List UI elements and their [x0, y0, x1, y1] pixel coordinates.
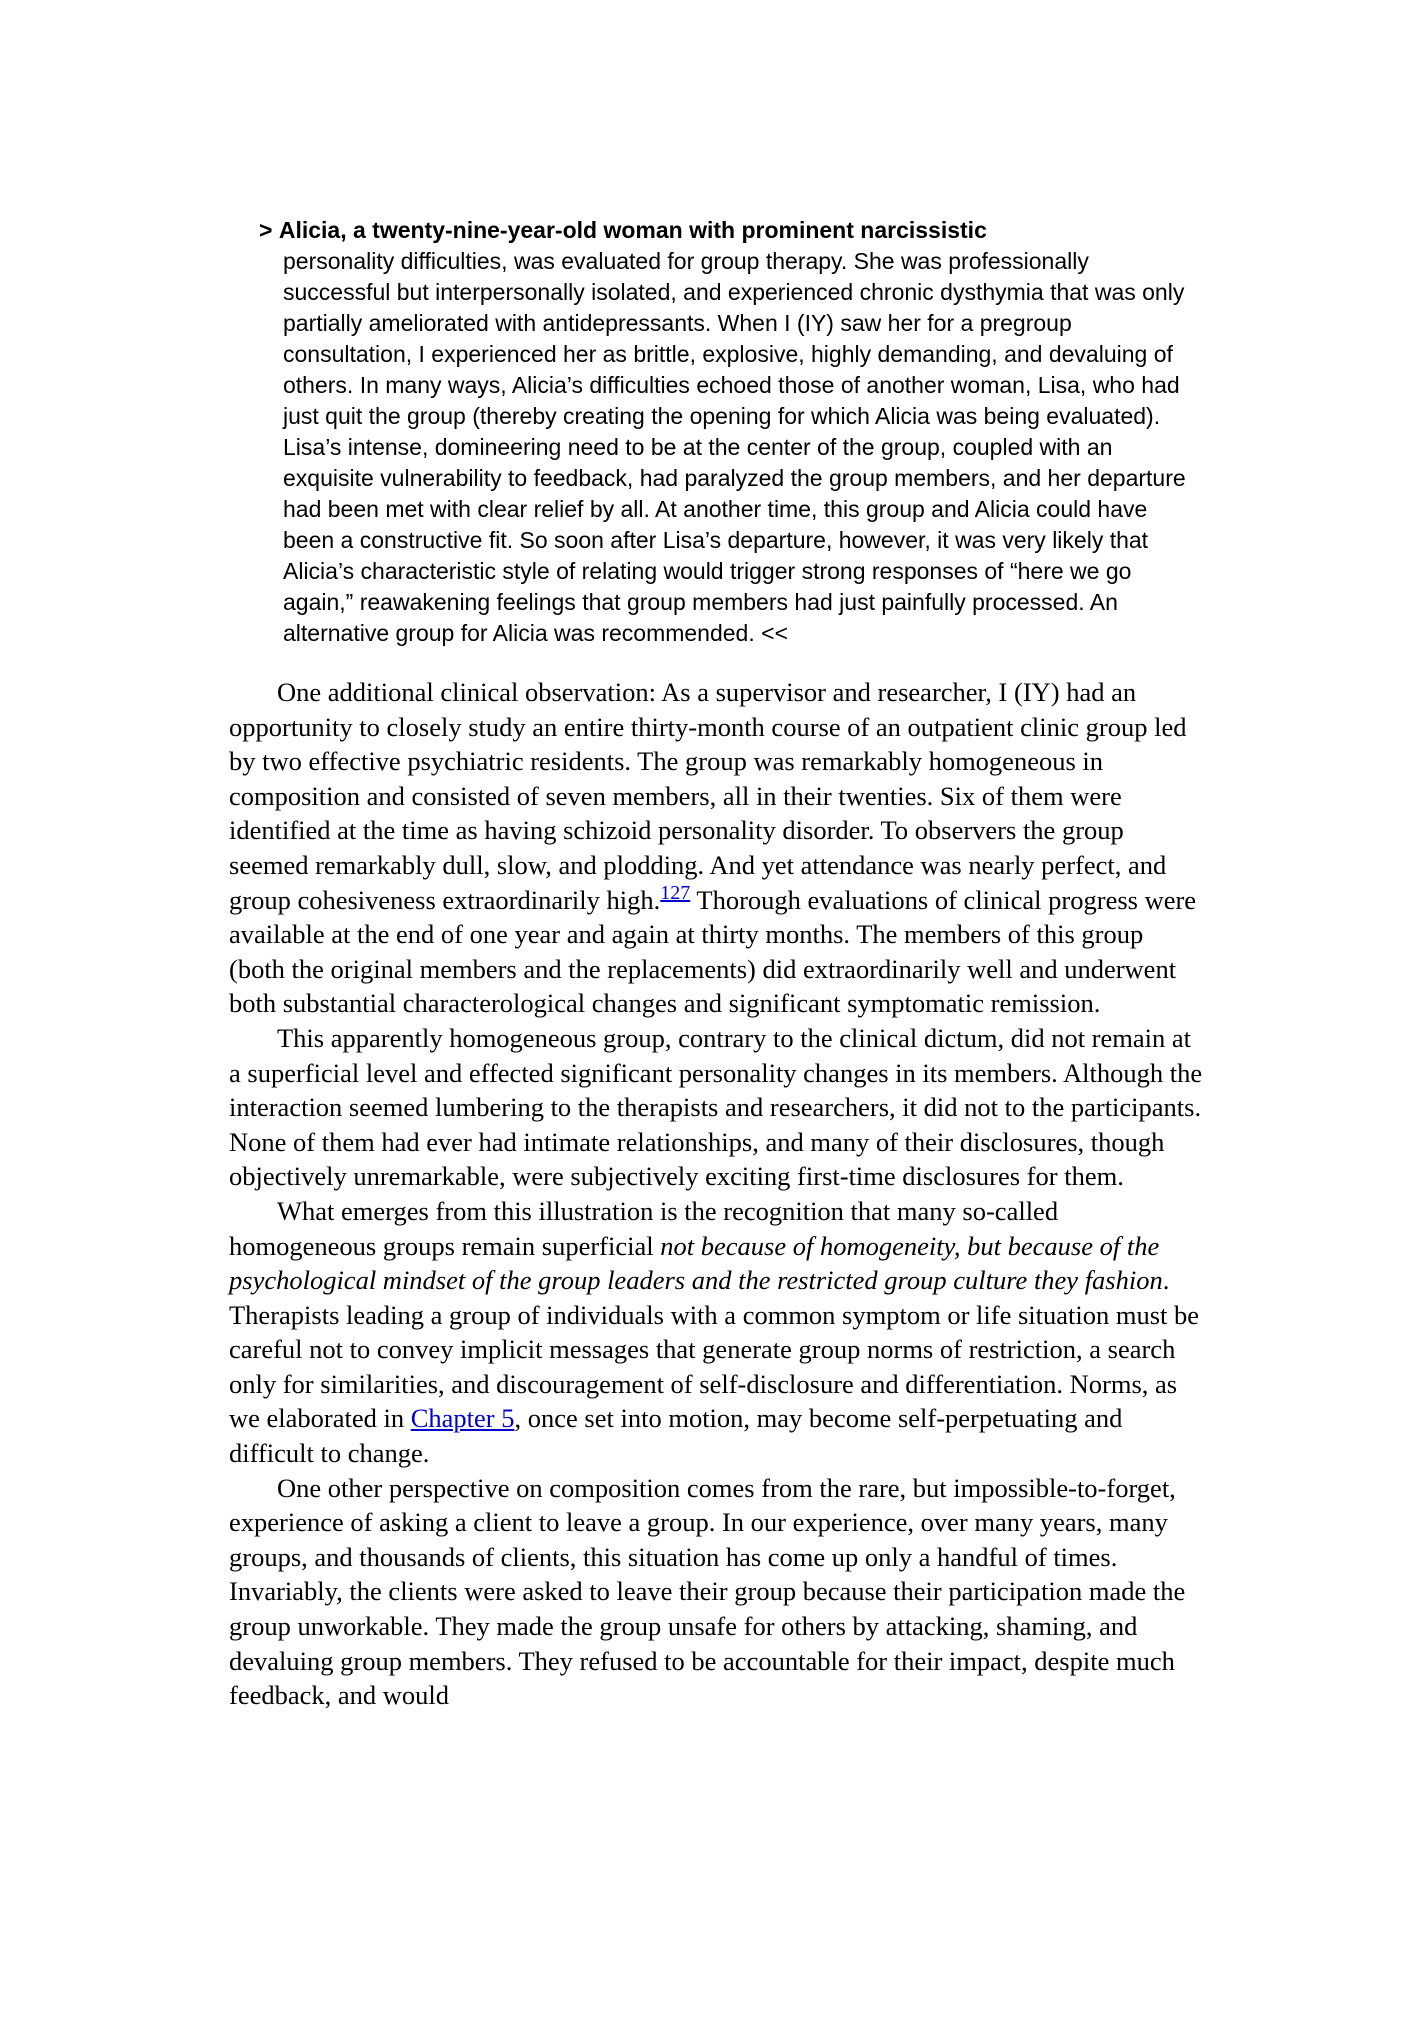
- case-lead-bold: Alicia, a twenty-nine-year-old woman with prominent narcissistic: [278, 217, 987, 243]
- case-vignette: [259, 215, 1188, 649]
- paragraph-3-italic: not because of homogeneity, but because of the psychological mindset of the group leaders and the restricted group culture they fashion: [229, 1230, 1163, 1296]
- body-text: [229, 675, 1204, 1713]
- chapter-link[interactable]: Chapter 5: [410, 1403, 515, 1434]
- paragraph-3-text-b: . Therapists leading a group of individuals with a common symptom or life situation must be careful not to convey implicit messages that generate group norms of restriction, a search only for similarities, and discouragement of self-disclosure and differentiation. Norms, as we elaborated in: [229, 1265, 1200, 1434]
- page-content: [229, 215, 1204, 1713]
- case-vignette-lead: [259, 215, 1188, 246]
- paragraph-4: One other perspective on composition comes from the rare, but impossible-to-forget, experience of asking a client to leave a group. In our experience, over many years, many groups, and thousands of clients, this situation has come up only a handful of times. Invariably, the clients were asked to leave their group because their participation made the group unworkable. They made the group unsafe for others by attacking, shaming, and devaluing group members. They refused to be accountable for their impact, despite much feedback, and would: [229, 1472, 1186, 1711]
- case-marker-close: <<: [761, 620, 789, 646]
- paragraph-3: [229, 1194, 1204, 1471]
- paragraph-3-text-a: What emerges from this illustration is the recognition that many so-called homogeneous groups remain superficial: [229, 1195, 1059, 1261]
- case-vignette-text: personality difficulties, was evaluated for group therapy. She was professionally successful but interpersonally isolated, and experienced chronic dysthymia that was only partially ameliorated with antidepressants. When I (IY) saw her for a pregroup consultation, I experienced her as brittle, explosive, highly demanding, and devaluing of others. In many ways, Alicia’s difficulties echoed those of another woman, Lisa, who had just quit the group (thereby creating the opening for which Alicia was being evaluated). Lisa’s intense, domineering need to be at the center of the group, coupled with an exquisite vulnerability to feedback, had paralyzed the group members, and her departure had been met with clear relief by all. At another time, this group and Alicia could have been a constructive fit. So soon after Lisa’s departure, however, it was very likely that Alicia’s characteristic style of relating would trigger strong responses of “here we go again,” reawakening feelings that group members had just painfully processed. An alternative group for Alicia was recommended.: [283, 248, 1186, 646]
- paragraph-1: [229, 675, 1204, 1021]
- footnote-link[interactable]: 127: [660, 881, 691, 904]
- paragraph-1-text-a: One additional clinical observation: As a supervisor and researcher, I (IY) had an opportunity to closely study an entire thirty-month course of an outpatient clinic group led by two effective psychiatric residents. The group was remarkably homogeneous in composition and consisted of seven members, all in their twenties. Six of them were identified at the time as having schizoid personality disorder. To observers the group seemed remarkably dull, slow, and plodding. And yet attendance was nearly perfect, and group cohesiveness extraordinarily high.: [229, 677, 1187, 915]
- paragraph-3-text-c: , once set into motion, may become self-perpetuating and difficult to change.: [229, 1403, 1123, 1469]
- case-marker-open: >: [259, 217, 273, 243]
- paragraph-2: This apparently homogeneous group, contrary to the clinical dictum, did not remain at a superficial level and effected significant personality changes in its members. Although the interaction seemed lumbering to the therapists and researchers, it did not to the participants. None of them had ever had intimate relationships, and many of their disclosures, though objectively unremarkable, were subjectively exciting first-time disclosures for them.: [229, 1022, 1203, 1192]
- paragraph-1-text-b: Thorough evaluations of clinical progress were available at the end of one year and again at thirty months. The members of this group (both the original members and the replacements) did extraordinarily well and underwent both substantial characterological changes and significant symptomatic remission.: [229, 884, 1197, 1019]
